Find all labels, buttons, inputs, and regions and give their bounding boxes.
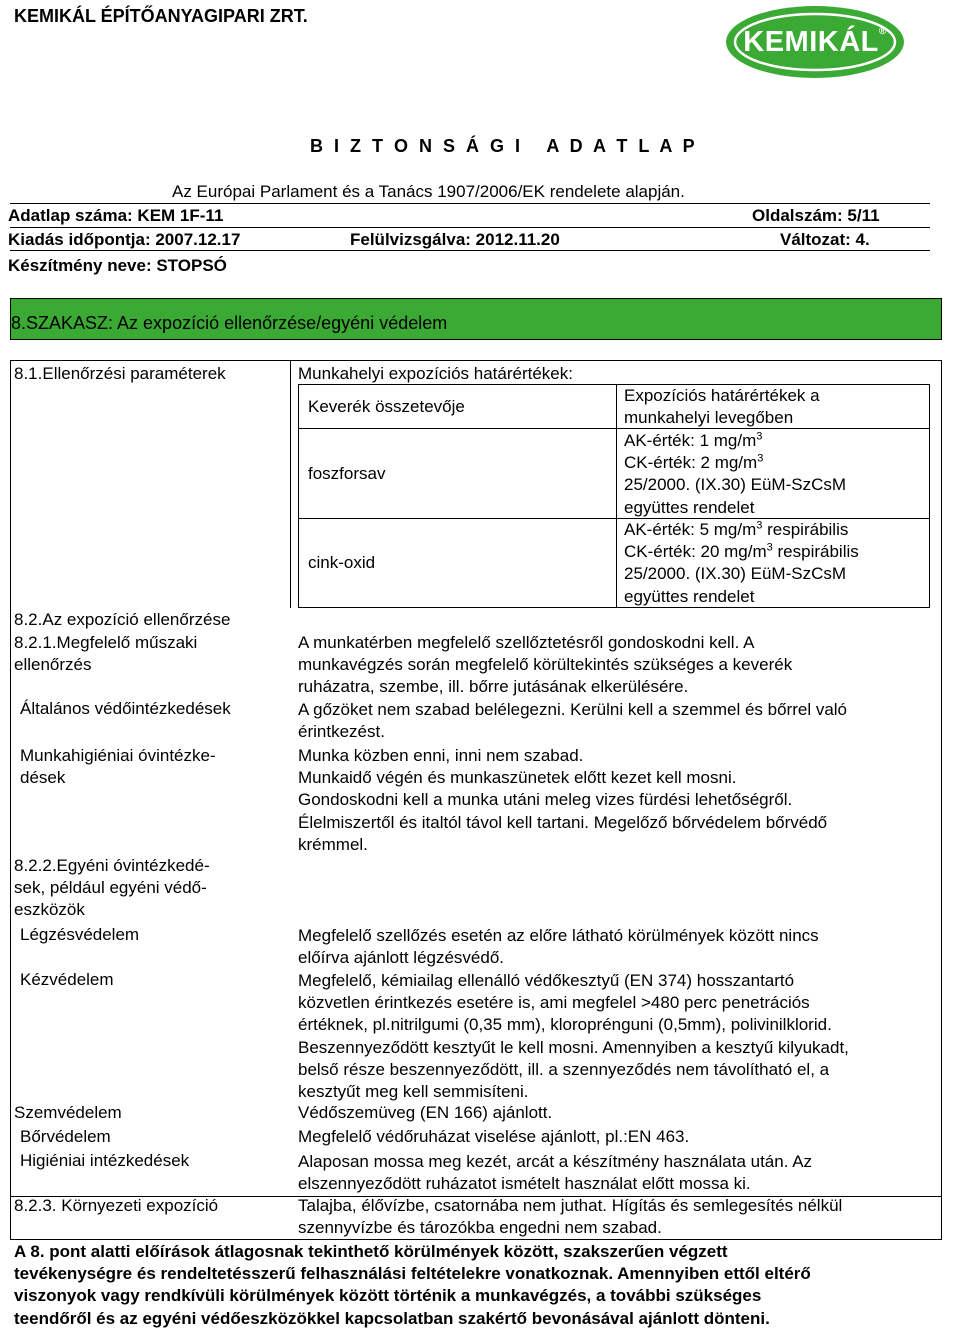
environmental-exposure-text [298, 1195, 842, 1239]
issue-date: Kiadás időpontja: 2007.12.17 [8, 230, 241, 249]
text-line: A gőzöket nem szabad belélegezni. Kerülni kell a szemmel és bőrrel való [298, 700, 848, 719]
ak-value [624, 519, 859, 541]
sheet-number: Adatlap száma: KEM 1F-11 [8, 206, 224, 225]
skin-protection-label: Bőrvédelem [20, 1127, 111, 1146]
text-line: krémmel. [298, 834, 368, 854]
limits-cink-oxid [624, 519, 859, 608]
label-column-divider [290, 360, 291, 608]
respiratory-label: Légzésvédelem [20, 925, 140, 944]
revision-date: Felülvizsgálva: 2012.11.20 [350, 230, 560, 249]
hygiene-text [298, 745, 827, 856]
document-title: B I Z T O N S Á G I A D A T L A P [310, 136, 698, 156]
table-header-limits-line: munkahelyi levegőben [624, 408, 794, 428]
text-line: Beszennyeződött kesztyűt le kell mosni. Amennyiben a kesztyű kilyukadt, [298, 1037, 849, 1057]
ppe-label-line: 8.2.2.Egyéni óvintézkedé- [14, 856, 210, 875]
company-name: KEMIKÁL ÉPÍTŐANYAGIPARI ZRT. [14, 6, 308, 26]
ak-exponent: 3 [756, 519, 763, 532]
text-line: Munka közben enni, inni nem szabad. [298, 746, 584, 765]
regulation-ref: 25/2000. (IX.30) EüM-SzCsM [624, 475, 847, 495]
ck-exponent: 3 [766, 541, 773, 554]
engineering-text [298, 632, 792, 699]
logo-registered-mark: ® [878, 26, 887, 37]
version: Változat: 4. [780, 230, 870, 249]
text-line: munkavégzés során megfelelő körültekintés szükséges a keverék [298, 655, 793, 675]
ak-text: AK-érték: 5 mg/m [624, 520, 757, 539]
table-header-component: Keverék összetevője [308, 397, 465, 416]
ck-text: CK-érték: 20 mg/m [624, 542, 767, 562]
engineering-label-line: ellenőrzés [14, 655, 92, 675]
text-line: értéknek, pl.nitrilgumi (0,35 mm), kloroprénguni (0,5mm), polivinilklorid. [298, 1015, 832, 1035]
note-line: A 8. pont alatti előírások átlagosnak tekinthető körülmények között, szakszerűen végzett [14, 1242, 728, 1261]
limits-foszforsav [624, 430, 846, 519]
header-divider-1 [10, 203, 930, 204]
text-line: A munkatérben megfelelő szellőztetésről gondoskodni kell. A [298, 633, 755, 652]
hygiene-measures-text [298, 1151, 812, 1195]
text-line: kesztyűt meg kell semmisíteni. [298, 1081, 529, 1101]
ak-text: AK-érték: 1 mg/m [624, 431, 757, 450]
exposure-controls-label: 8.2.Az expozíció ellenőrzése [14, 610, 231, 629]
ck-suffix: respirábilis [772, 542, 859, 562]
respiratory-text [298, 925, 819, 969]
component-cink-oxid: cink-oxid [308, 553, 376, 572]
regulation-ref: 25/2000. (IX.30) EüM-SzCsM [624, 564, 847, 584]
skin-protection-text: Megfelelő védőruházat viselése ajánlott, pl.:EN 463. [298, 1127, 690, 1146]
hygiene-label-line: Munkahigiéniai óvintézke- [20, 746, 216, 765]
page-number: Oldalszám: 5/11 [752, 206, 880, 225]
table-header-divider [298, 428, 930, 429]
header-divider-3 [10, 250, 930, 251]
text-line: szennyvízbe és tározókba engedni nem szabad. [298, 1218, 662, 1238]
text-line: Alaposan mossa meg kezét, arcát a készítmény használata után. Az [298, 1152, 813, 1171]
eye-protection-label: Szemvédelem [14, 1103, 122, 1122]
ck-exponent: 3 [757, 452, 764, 465]
regulation-line: Az Európai Parlament és a Tanács 1907/2006/EK rendelete alapján. [172, 182, 685, 201]
text-line: ruházatra, szembe, ill. bőrre jutásának elkerülésére. [298, 677, 689, 697]
text-line: Élelmiszertől és italtól távol kell tartani. Megelőző bőrvédelem bőrvédő [298, 812, 828, 832]
ck-value [624, 541, 859, 563]
logo-text: KEMIKÁL [743, 26, 879, 58]
component-foszforsav: foszforsav [308, 464, 386, 483]
ppe-label-line: eszközök [14, 900, 85, 920]
engineering-label [14, 632, 197, 676]
hand-protection-text [298, 970, 849, 1103]
regulation-ref-2: együttes rendelet [624, 497, 755, 517]
general-measures-text [298, 699, 847, 743]
section-title-bar [10, 298, 942, 340]
engineering-label-line: 8.2.1.Megfelelő műszaki [14, 633, 198, 652]
text-line: Megfelelő, kémiailag ellenálló védőkesztyű (EN 374) hosszantartó [298, 971, 795, 990]
limits-heading: Munkahelyi expozíciós határértékek: [298, 364, 573, 383]
text-line: Munkaidő végén és munkaszünetek előtt kezet kell mosni. [298, 768, 737, 788]
hygiene-measures-label: Higiéniai intézkedések [20, 1151, 190, 1170]
text-line: belső része beszennyeződött, ill. a szennyeződés nem távolítható el, a [298, 1059, 830, 1079]
environmental-exposure-label: 8.2.3. Környezeti expozíció [14, 1196, 219, 1215]
text-line: Talajba, élővízbe, csatornába nem juthat. Hígítás és semlegesítés nélkül [298, 1196, 843, 1215]
text-line: előírva ajánlott légzésvédő. [298, 948, 505, 968]
table-header-limits [624, 385, 820, 429]
table-header-limits-line: Expozíciós határértékek a [624, 386, 820, 405]
section-title: 8.SZAKASZ: Az expozíció ellenőrzése/egyéni védelem [11, 313, 448, 333]
ppe-label-line: sek, például egyéni védő- [14, 878, 207, 898]
hygiene-label-line: dések [20, 768, 66, 788]
ak-value [624, 430, 846, 452]
text-line: érintkezést. [298, 722, 385, 742]
note-line: tevékenységre és rendeltetésszerű felhasználási feltételekre vonatkoznak. Amennyiben ettől eltérő [14, 1264, 811, 1284]
text-line: közvetlen érintkezés esetére is, ami megfelel >480 perc penetrációs [298, 993, 810, 1013]
header-divider-2 [10, 227, 930, 228]
text-line: Gondoskodni kell a munka utáni meleg vizes fürdési lehetőségről. [298, 790, 793, 810]
ak-suffix: respirábilis [762, 520, 849, 539]
table-col-divider [616, 384, 617, 608]
text-line: Megfelelő szellőzés esetén az előre látható körülmények között nincs [298, 926, 819, 945]
product-name: Készítmény neve: STOPSÓ [8, 256, 227, 275]
note-line: viszonyok vagy rendkívüli körülmények között történik a munkavégzés, a további szükséges [14, 1286, 762, 1306]
ck-value [624, 452, 846, 474]
note-line: teendőről és az egyéni védőeszközökkel kapcsolatban szakértő bevonásával ajánlott dönteni. [14, 1308, 770, 1328]
eye-protection-text: Védőszemüveg (EN 166) ajánlott. [298, 1103, 553, 1122]
text-line: elszennyeződött ruházatot ismételt használat előtt mossa ki. [298, 1174, 751, 1194]
ck-text: CK-érték: 2 mg/m [624, 453, 758, 473]
closing-note [14, 1241, 811, 1330]
params-label: 8.1.Ellenőrzési paraméterek [14, 364, 226, 383]
general-measures-label: Általános védőintézkedések [20, 699, 231, 718]
hygiene-label [20, 745, 216, 789]
regulation-ref-2: együttes rendelet [624, 586, 755, 606]
hand-protection-label: Kézvédelem [20, 970, 114, 989]
ak-exponent: 3 [756, 430, 763, 443]
kemikal-logo [724, 4, 906, 80]
ppe-label [14, 855, 210, 922]
